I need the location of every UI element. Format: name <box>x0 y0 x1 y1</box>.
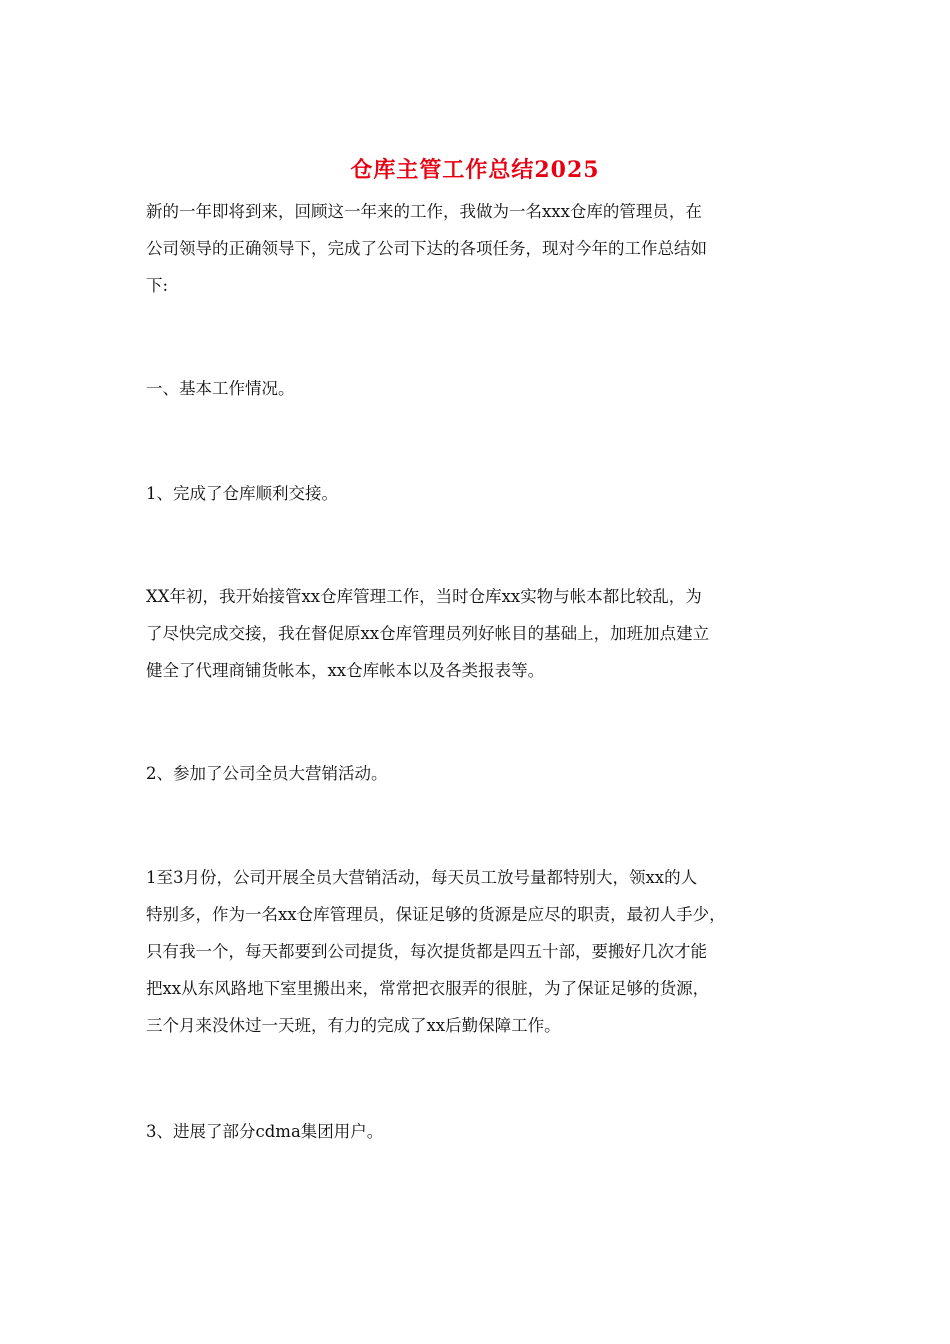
item2-line: 只有我一个，每天都要到公司提货，每次提货都是四五十部，要搬好几次才能 <box>146 942 707 961</box>
intro-paragraph <box>146 193 811 304</box>
item2-line: 1至3月份，公司开展全员大营销活动，每天员工放号量都特别大，领xx的人 <box>146 868 698 887</box>
item2-line: 把xx从东风路地下室里搬出来，常常把衣服弄的很脏，为了保证足够的货源， <box>146 979 710 998</box>
section1-heading <box>146 370 811 407</box>
document-title: 仓库主管工作总结2025 <box>350 157 600 183</box>
item2-paragraph <box>146 859 811 1044</box>
item1-paragraph <box>146 578 811 689</box>
item2-line: 三个月来没休过一天班，有力的完成了xx后勤保障工作。 <box>146 1016 561 1035</box>
item1-line: XX年初，我开始接管xx仓库管理工作，当时仓库xx实物与帐本都比较乱，为 <box>146 587 702 606</box>
item3-heading-text: 3、进展了部分cdma集团用户。 <box>146 1122 384 1141</box>
item2-line: 特别多，作为一名xx仓库管理员，保证足够的货源是应尽的职责，最初人手少， <box>146 905 726 924</box>
item2-heading-text: 2、参加了公司全员大营销活动。 <box>146 764 388 783</box>
item2-heading <box>146 755 811 792</box>
item1-line: 健全了代理商铺货帐本，xx仓库帐本以及各类报表等。 <box>146 661 545 680</box>
item1-heading <box>146 475 811 512</box>
item1-line: 了尽快完成交接，我在督促原xx仓库管理员列好帐目的基础上，加班加点建立 <box>146 624 710 643</box>
section1-heading-text: 一、基本工作情况。 <box>146 379 295 398</box>
intro-line: 新的一年即将到来，回顾这一年来的工作，我做为一名xxx仓库的管理员，在 <box>146 202 702 221</box>
intro-line: 下: <box>146 276 169 295</box>
item1-heading-text: 1、完成了仓库顺利交接。 <box>146 484 338 503</box>
intro-line: 公司领导的正确领导下，完成了公司下达的各项任务，现对今年的工作总结如 <box>146 239 707 258</box>
item3-heading <box>146 1113 811 1150</box>
